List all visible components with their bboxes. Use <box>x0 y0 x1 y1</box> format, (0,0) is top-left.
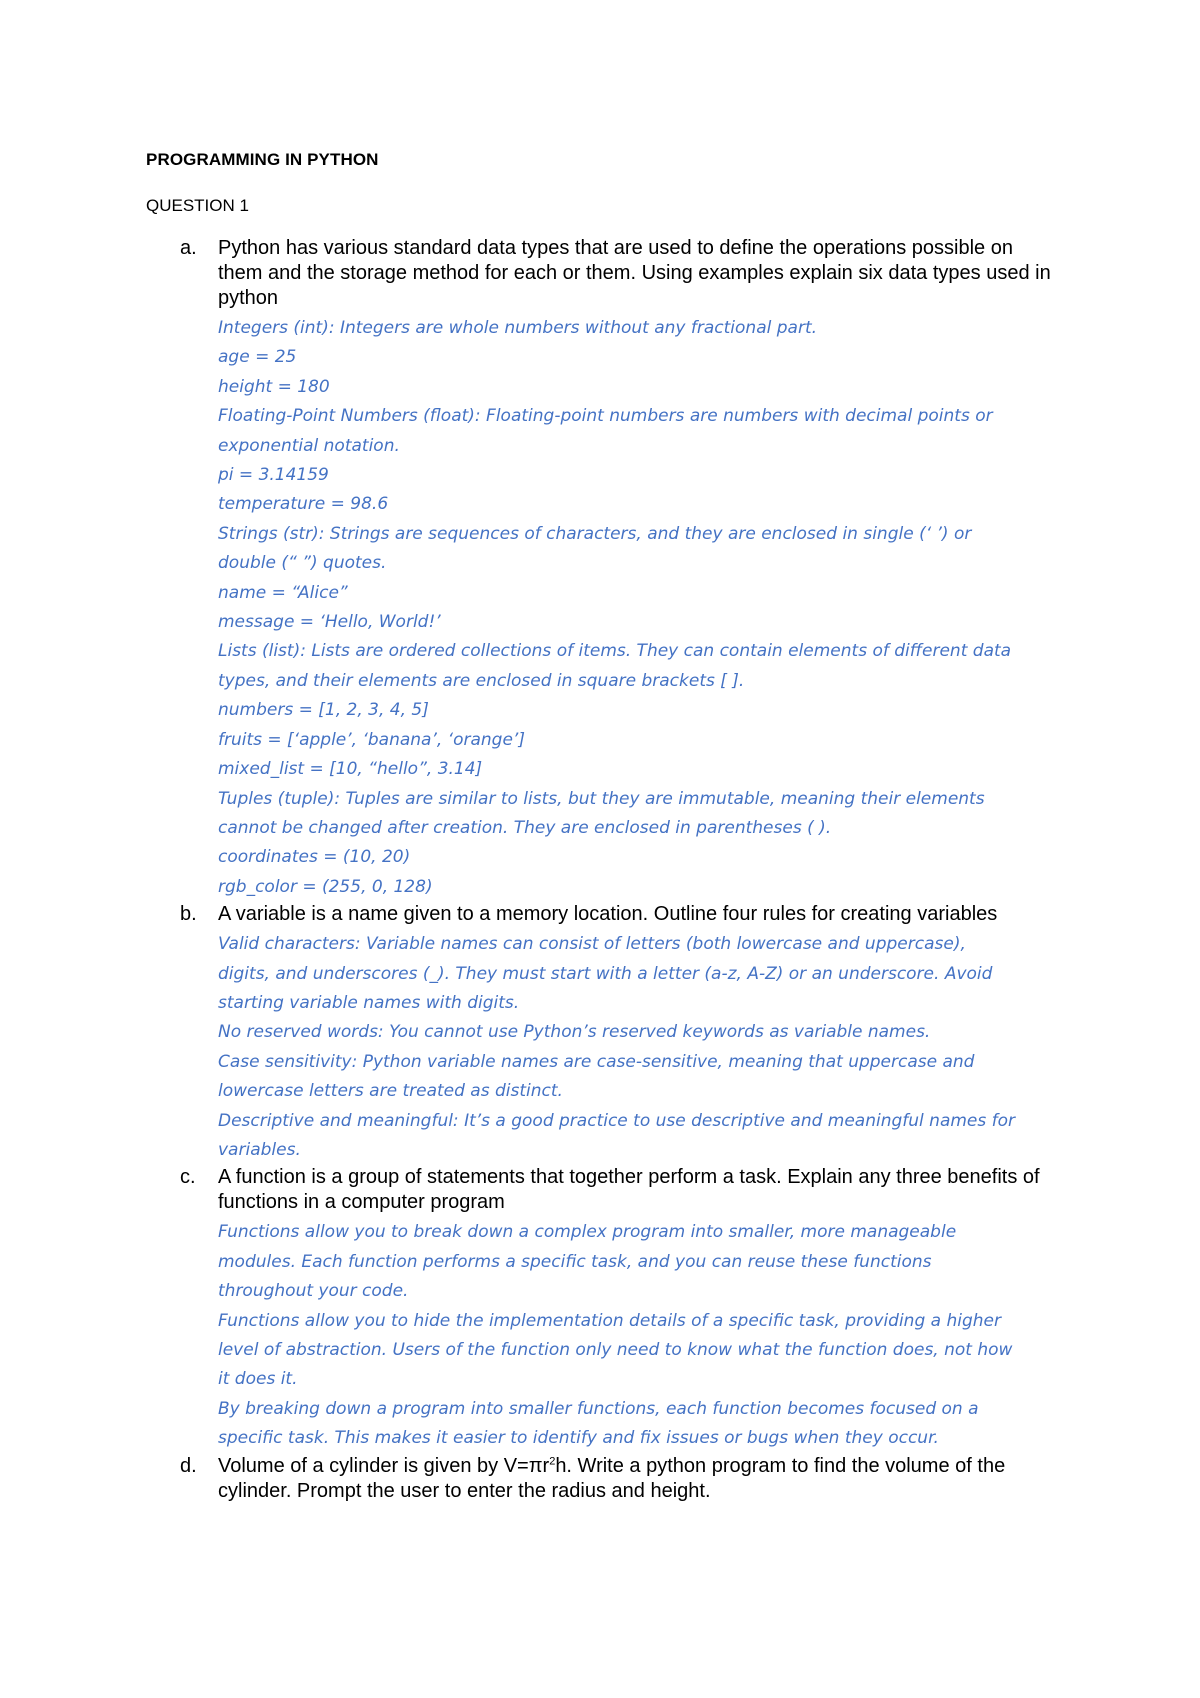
answer-line: modules. Each function performs a specific task, and you can reuse these functions <box>218 1251 932 1272</box>
answer-line: cannot be changed after creation. They are enclosed in parentheses ( ). <box>218 817 832 838</box>
question-item-a <box>180 236 1060 902</box>
answer-line: Tuples (tuple): Tuples are similar to lists, but they are immutable, meaning their elements <box>218 788 985 809</box>
question-marker: b. <box>180 903 197 926</box>
answer-block <box>218 1218 1060 1453</box>
answer-line: age = 25 <box>218 347 297 368</box>
answer-line: double (“ ”) quotes. <box>218 553 387 574</box>
answer-line: Functions allow you to break down a complex program into smaller, more manageable <box>218 1222 957 1243</box>
answer-line: Case sensitivity: Python variable names are case-sensitive, meaning that uppercase and <box>218 1051 975 1072</box>
answer-line: Lists (list): Lists are ordered collections of items. They can contain elements of different data <box>218 641 1012 662</box>
question-text-part: h. Write a python program to find the volume of the cylinder. Prompt the user to enter the radius and height. <box>218 1454 1006 1502</box>
question-marker: a. <box>180 237 197 259</box>
question-list <box>180 236 1060 1504</box>
answer-line: variables. <box>218 1139 301 1160</box>
answer-line: Functions allow you to hide the implementation details of a specific task, providing a higher <box>218 1310 1001 1331</box>
answer-line: it does it. <box>218 1369 298 1390</box>
answer-line: types, and their elements are enclosed in square brackets [ ]. <box>218 670 745 691</box>
answer-line: Valid characters: Variable names can consist of letters (both lowercase and uppercase), <box>218 934 966 955</box>
question-heading: QUESTION 1 <box>146 196 249 215</box>
question-marker: c. <box>180 1166 196 1189</box>
question-text <box>218 1454 1060 1504</box>
question-text: Python has various standard data types that are used to define the operations possible on them and the storage method for each or them. Using examples explain six data types used in python <box>218 237 1051 309</box>
answer-line: Integers (int): Integers are whole numbers without any fractional part. <box>218 318 818 338</box>
answer-line: Strings (str): Strings are sequences of characters, and they are enclosed in single (‘ ’) or <box>218 523 972 544</box>
answer-line: Floating-Point Numbers (float): Floating-point numbers are numbers with decimal points or <box>218 406 993 427</box>
answer-line: Descriptive and meaningful: It’s a good practice to use descriptive and meaningful names for <box>218 1110 1016 1131</box>
answer-line: exponential notation. <box>218 435 400 456</box>
answer-line: height = 180 <box>218 376 330 397</box>
answer-line: lowercase letters are treated as distinct. <box>218 1081 563 1102</box>
superscript: 2 <box>549 1454 556 1467</box>
question-text: A function is a group of statements that together perform a task. Explain any three benefits of functions in a computer program <box>218 1166 1040 1214</box>
question-text: A variable is a name given to a memory location. Outline four rules for creating variables <box>218 903 998 926</box>
answer-line: coordinates = (10, 20) <box>218 847 411 868</box>
document-title: PROGRAMMING IN PYTHON <box>146 150 379 169</box>
answer-block <box>218 930 1060 1165</box>
answer-line: throughout your code. <box>218 1281 409 1302</box>
answer-line: mixed_list = [10, “hello”, 3.14] <box>218 759 483 780</box>
answer-line: rgb_color = (255, 0, 128) <box>218 876 433 897</box>
answer-block <box>218 314 1060 902</box>
answer-line: By breaking down a program into smaller functions, each function becomes focused on a <box>218 1398 979 1419</box>
question-item-d <box>180 1454 1060 1504</box>
answer-line: specific task. This makes it easier to identify and fix issues or bugs when they occur. <box>218 1428 939 1449</box>
answer-line: level of abstraction. Users of the function only need to know what the function does, not how <box>218 1340 1013 1360</box>
answer-line: starting variable names with digits. <box>218 992 520 1013</box>
answer-line: message = ‘Hello, World!’ <box>218 612 441 633</box>
answer-line: fruits = [‘apple’, ‘banana’, ‘orange’] <box>218 729 525 750</box>
answer-line: No reserved words: You cannot use Python’s reserved keywords as variable names. <box>218 1022 931 1043</box>
answer-line: name = “Alice” <box>218 582 348 603</box>
question-item-c <box>180 1165 1060 1453</box>
question-text-part: Volume of a cylinder is given by V=πr <box>218 1454 550 1477</box>
question-item-b <box>180 902 1060 1165</box>
question-marker: d. <box>180 1454 197 1477</box>
answer-line: numbers = [1, 2, 3, 4, 5] <box>218 700 429 721</box>
answer-line: pi = 3.14159 <box>218 465 329 486</box>
answer-line: digits, and underscores (_). They must start with a letter (a-z, A-Z) or an underscore. Avoid <box>218 963 993 984</box>
answer-line: temperature = 98.6 <box>218 494 389 515</box>
